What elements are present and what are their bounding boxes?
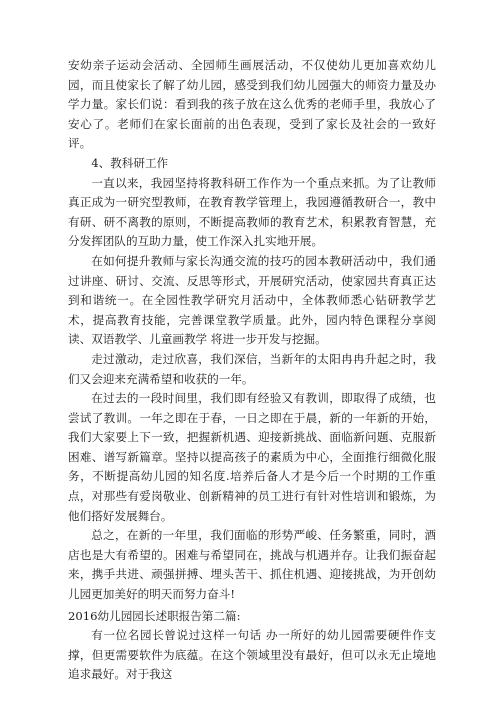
section-heading-research: 4、教科研工作 <box>91 155 169 170</box>
paragraph-conclusion: 总之，在新的一年里，我们面临的形势严峻、任务繁重，同时，酒店也是大有希望的。困难与希望同在，挑战与机遇并存。让我们振奋起来，携手共进、顽强拼搏、埋头苦干、抓住机遇、迎接挑战，为开创幼儿园更加美好的明天而努力奋斗! <box>68 528 436 602</box>
paragraph-research-activities: 在如何提升教师与家长沟通交流的技巧的园本教研活动中，我们通过讲座、研讨、交流、反思等形式，开展研究活动，使家园共育真正达到和谐统一。在全园性教学研究月活动中，全体教师悉心钻研教学艺术，提高教育技能，完善课堂教学质量。此外，园内特色课程分享阅读、双语教学、儿童画教学 将进一步开发与挖掘。 <box>68 253 436 347</box>
second-report-title: 2016幼儿园园长述职报告第二篇: <box>68 608 241 623</box>
paragraph-research-focus: 一直以来，我园坚持将教科研工作作为一个重点来抓。为了让教师真正成为一研究型教师，在教育教学管理上，我园遵循教研合一，教中有研、研不离教的原则，不断提高教师的教育艺术，积累教育智慧，充分发挥团队的互助力量，使工作深入扎实地开展。 <box>68 175 436 249</box>
paragraph-intro-continuation: 安幼亲子运动会活动、全园师生画展活动，不仅使幼儿更加喜欢幼儿园，而且使家长了解了幼儿园，感受到我们幼儿园强大的师资力量及办学力量。家长们说：看到我的孩子放在这么优秀的老师手里，我放心了安心了。老师们在家长面前的出色表现，受到了家长及社会的一致好评。 <box>68 58 436 151</box>
paragraph-new-year-hope: 走过激动，走过欣喜，我们深信，当新年的太阳冉冉升起之时，我们又会迎来充满希望和收获的一年。 <box>68 351 436 386</box>
paragraph-second-report-opening: 有一位名园长曾说过这样一句话 办一所好的幼儿园需要硬件作支撑，但更需要软件为底蕴。在这个领域里没有最好，但可以永无止境地追求最好。对于我这 <box>68 628 436 682</box>
paragraph-review-and-plan: 在过去的一段时间里，我们即有经验又有教训，即取得了成绩，也尝试了教训。一年之即在于春，一日之即在于晨，新的一年新的开始，我们大家要上下一致，把握新机遇、迎接新挑战、面临新问题、克服新困难、谱写新篇章。坚持以提高孩子的素质为中心，全面推行细微化服务，不断提高幼儿园的知名度.培养后备人才是今后一个时期的工作重点，对那些有爱岗敬业、创新精神的员工进行有针对性培训和锻炼，为他们搭好发展舞台。 <box>68 391 436 523</box>
